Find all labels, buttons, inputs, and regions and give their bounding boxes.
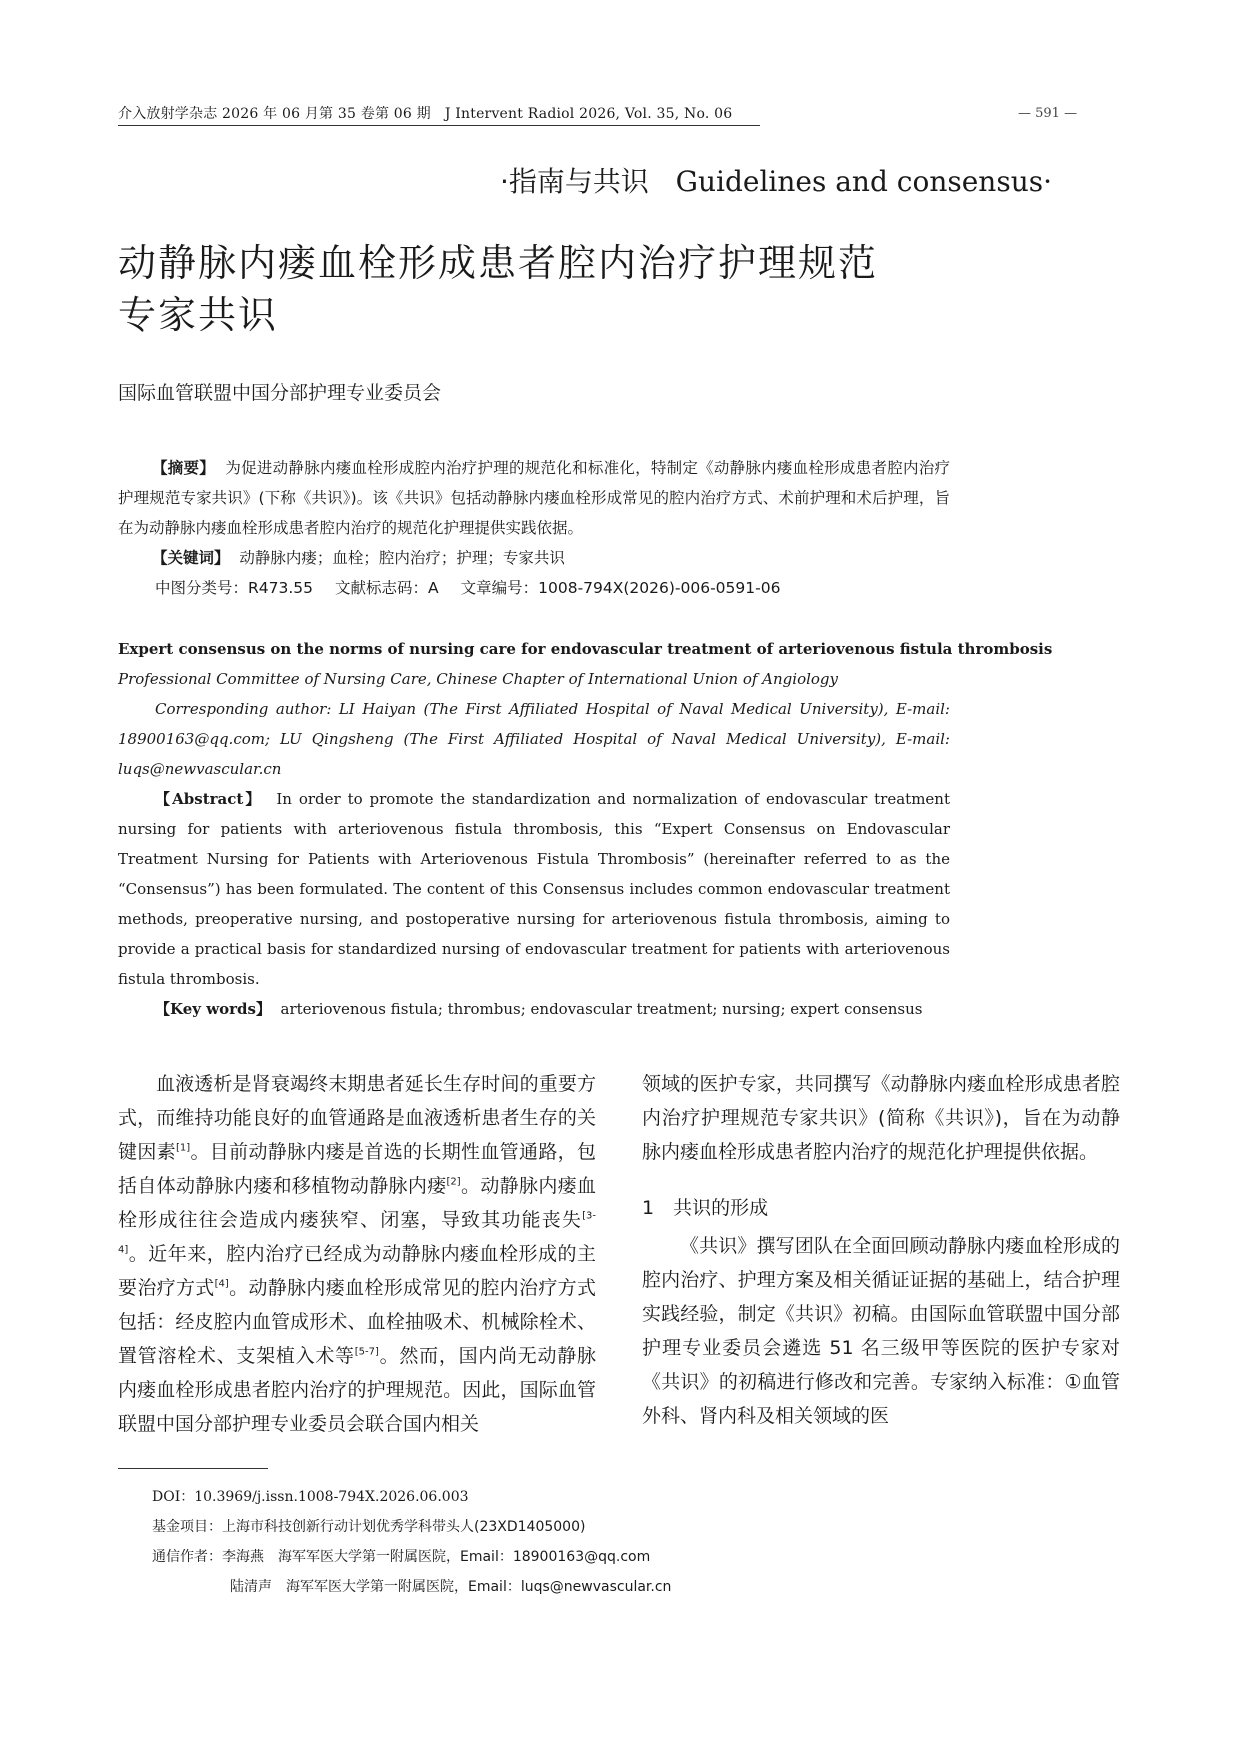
keywords-cn-text: 动静脉内瘘；血栓；腔内治疗；护理；专家共识 xyxy=(239,549,565,567)
body-paragraph: 领域的医护专家，共同撰写《动静脉内瘘血栓形成患者腔内治疗护理规范专家共识》(简称《共识》)，旨在为动静脉内瘘血栓形成患者腔内治疗的规范化护理提供依据。 xyxy=(642,1073,1120,1163)
doi: DOI：10.3969/j.issn.1008-794X.2026.06.003 xyxy=(152,1489,469,1505)
body-text: 。目前动静脉内瘘是首选的长期性血管通路，包括自体动静脉内瘘和移植物动静脉内瘘 xyxy=(118,1141,596,1197)
citation[interactable]: [2] xyxy=(446,1176,461,1188)
abstract-en xyxy=(118,634,1053,1024)
body-text: 。然而，国内尚无动静脉内瘘血栓形成患者腔内治疗的护理规范。因此，国际血管联盟中国分部护理专业委员会联合国内相关 xyxy=(118,1345,596,1435)
keywords-cn xyxy=(118,543,950,573)
keywords-en xyxy=(118,994,950,1024)
body-text: 。动静脉内瘘血栓形成往往会造成内瘘狭窄、闭塞，导致其功能丧失 xyxy=(118,1175,596,1231)
section-tag-cn: ·指南与共识 xyxy=(500,165,649,198)
section-tag xyxy=(500,160,1052,200)
journal-en: J Intervent Radiol 2026, Vol. 35, No. 06 xyxy=(444,106,733,122)
title-line-2: 专家共识 xyxy=(118,293,279,337)
citation[interactable]: [4] xyxy=(214,1278,229,1290)
body-column-left xyxy=(118,1067,596,1441)
running-header xyxy=(118,103,732,123)
corresponding-author-2: 陆清声 海军军医大学第一附属医院，Email：luqs@newvascular.cn xyxy=(230,1579,672,1595)
document-code: 文献标志码：A xyxy=(335,579,439,597)
fund-info: 基金项目：上海市科技创新行动计划优秀学科带头人(23XD1405000) xyxy=(152,1519,586,1535)
author-organization: 国际血管联盟中国分部护理专业委员会 xyxy=(118,382,442,404)
classification-line xyxy=(118,573,950,603)
article-title xyxy=(118,237,1018,341)
body-text: 。近年来，腔内治疗已经成为动静脉内瘘血栓形成的主要治疗方式 xyxy=(118,1243,596,1299)
header-rule xyxy=(118,125,760,126)
body-paragraph: 《共识》撰写团队在全面回顾动静脉内瘘血栓形成的腔内治疗、护理方案及相关循证证据的基础上，结合护理实践经验，制定《共识》初稿。由国际血管联盟中国分部护理专业委员会遴选 51 名三级甲等医院的医护专家对《共识》的初稿进行修改和完善。专家纳入标准：①血管外科、肾内科及相关领域的医 xyxy=(642,1235,1120,1427)
abstract-en-text: In order to promote the standardization and normalization of endovascular treatment nursing for patients with arteriovenous fistula thrombosis, this “Expert Consensus on Endovascular Treatment Nursing for Patients with Arteriovenous Fistula Thrombosis” (hereinafter referred to as the “Consensus”) has been formulated. The content of this Consensus includes common endovascular treatment methods, preoperative nursing, and postoperative nursing for arteriovenous fistula thrombosis, aiming to provide a practical basis for standardized nursing of endovascular treatment for patients with arteriovenous fistula thrombosis. xyxy=(118,790,950,988)
keywords-en-text: arteriovenous fistula; thrombus; endovascular treatment; nursing; expert consensus xyxy=(280,1000,923,1018)
abstract-cn-paragraph xyxy=(118,453,950,543)
article-number: 文章编号：1008-794X(2026)-006-0591-06 xyxy=(460,579,781,597)
body-paragraph xyxy=(118,1067,596,1441)
footnote-rule xyxy=(118,1468,268,1469)
keywords-en-label: 【Key words】 xyxy=(155,1000,271,1018)
abstract-cn-label: 【摘要】 xyxy=(152,459,216,477)
keywords-cn-label: 【关键词】 xyxy=(152,549,230,567)
body-column-right xyxy=(642,1067,1120,1433)
corresponding-author-1: 通信作者：李海燕 海军军医大学第一附属医院，Email：18900163@qq.com xyxy=(152,1549,651,1565)
corresponding-authors: Corresponding author: LI Haiyan (The First Affiliated Hospital of Naval Medical University), E-mail: 18900163@qq.com; LU Qingsheng (The First Affiliated Hospital of Naval Medical University), E-mail: luqs@newvascular.cn xyxy=(118,700,950,778)
abstract-cn-text: 为促进动静脉内瘘血栓形成腔内治疗护理的规范化和标准化，特制定《动静脉内瘘血栓形成患者腔内治疗护理规范专家共识》(下称《共识》)。该《共识》包括动静脉内瘘血栓形成常见的腔内治疗方式、术前护理和术后护理，旨在为动静脉内瘘血栓形成患者腔内治疗的规范化护理提供实践依据。 xyxy=(118,459,950,537)
section-heading: 1 共识的形成 xyxy=(642,1197,769,1219)
journal-cn: 介入放射学杂志 2026 年 06 月第 35 卷第 06 期 xyxy=(118,106,431,122)
footnotes xyxy=(152,1482,1052,1602)
citation[interactable]: [3-4] xyxy=(118,1210,596,1256)
citation[interactable]: [1] xyxy=(175,1142,191,1154)
section-tag-en: Guidelines and consensus· xyxy=(675,165,1053,198)
classification-number: 中图分类号：R473.55 xyxy=(155,579,314,597)
title-line-1: 动静脉内瘘血栓形成患者腔内治疗护理规范 xyxy=(118,241,879,285)
abstract-en-label: 【Abstract】 xyxy=(155,790,263,808)
abstract-cn xyxy=(118,453,950,603)
english-authors: Professional Committee of Nursing Care, Chinese Chapter of International Union of Angiology xyxy=(118,670,838,688)
body-text: 血液透析是肾衰竭终末期患者延长生存时间的重要方式，而维持功能良好的血管通路是血液透析患者生存的关键因素 xyxy=(118,1073,596,1163)
body-text: 。动静脉内瘘血栓形成常见的腔内治疗方式包括：经皮腔内血管成形术、血栓抽吸术、机械除栓术、置管溶栓术、支架植入术等 xyxy=(118,1277,596,1367)
page-number: — 591 — xyxy=(1018,106,1078,121)
english-title: Expert consensus on the norms of nursing care for endovascular treatment of arteriovenous fistula thrombosis xyxy=(118,640,1053,658)
citation[interactable]: [5-7] xyxy=(354,1346,379,1358)
abstract-en-paragraph xyxy=(118,784,950,994)
